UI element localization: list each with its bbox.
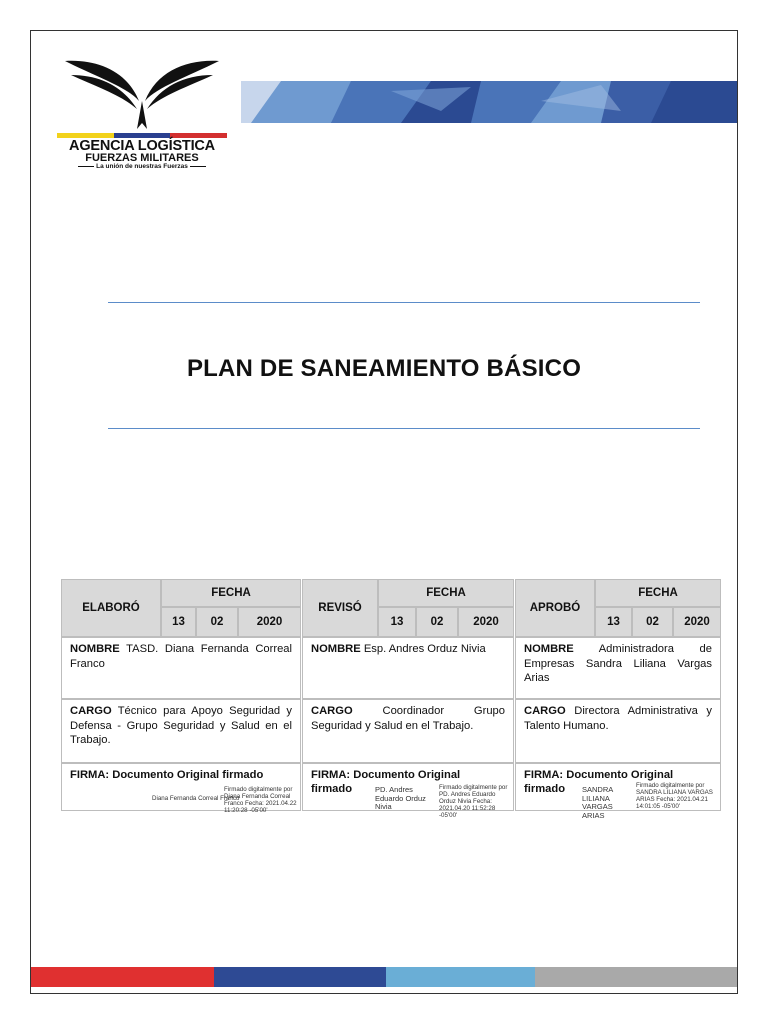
date-month: 02 — [632, 607, 673, 637]
date-month: 02 — [196, 607, 238, 637]
signer-name: Diana Fernanda Correal Franco — [152, 795, 240, 802]
header-banner — [241, 81, 738, 123]
date-day: 13 — [378, 607, 416, 637]
org-name: AGENCIA LOGÍSTICA — [69, 138, 215, 154]
agency-logo — [57, 51, 227, 170]
firma-cell: FIRMA: Documento Original firmado PD. Andres Eduardo Orduz Nivia Firmado digitalmente por PD. Andres Eduardo Orduz Nivia Fecha: 2021.04.20 11:52:28 -05'00' — [302, 763, 514, 811]
signer-name: PD. Andres Eduardo Orduz Nivia — [375, 785, 426, 811]
nombre-cell: NOMBRE TASD. Diana Fernanda Correal Franco — [61, 637, 301, 699]
fecha-header: FECHA — [378, 579, 514, 607]
footer-color-bar — [31, 967, 737, 987]
role-header-aprobo: APROBÓ — [515, 579, 595, 637]
org-motto: La unión de nuestras Fuerzas — [57, 163, 227, 171]
cargo-cell: CARGO Coordinador Grupo Seguridad y Salud en el Trabajo. — [302, 699, 514, 763]
title-rule-bottom — [108, 428, 700, 429]
date-year: 2020 — [458, 607, 514, 637]
document-title: PLAN DE SANEAMIENTO BÁSICO — [186, 355, 582, 382]
firma-cell: FIRMA: Documento Original firmado SANDRA LILIANA VARGAS ARIAS Firmado digitalmente por SANDRA LILIANA VARGAS ARIAS Fecha: 2021.04.21 14:01:05 -05'00' — [515, 763, 721, 811]
firma-cell: FIRMA: Documento Original firmado Diana Fernanda Correal Franco Firmado digitalmente por Diana Fernanda Correal Franco Fecha: 2021.04.22 11:20:28 -05'00' — [61, 763, 301, 811]
wings-emblem-icon — [57, 51, 227, 133]
date-year: 2020 — [238, 607, 301, 637]
role-header-reviso: REVISÓ — [302, 579, 378, 637]
date-year: 2020 — [673, 607, 721, 637]
fecha-header: FECHA — [595, 579, 721, 607]
cargo-cell: CARGO Técnico para Apoyo Seguridad y Defensa - Grupo Seguridad y Salud en el Trabajo. — [61, 699, 301, 763]
signature-note: Firmado digitalmente por SANDRA LILIANA VARGAS ARIAS Fecha: 2021.04.21 14:01:05 -05'00' — [636, 782, 713, 810]
role-header-elaboro: ELABORÓ — [61, 579, 161, 637]
org-subname: FUERZAS MILITARES — [85, 152, 199, 164]
signature-note: Firmado digitalmente por PD. Andres Eduardo Orduz Nivia Fecha: 2021.04.20 11:52:28 -05'00' — [439, 784, 508, 819]
nombre-cell: NOMBRE Esp. Andres Orduz Nivia — [302, 637, 514, 699]
nombre-cell: NOMBRE Administradora de Empresas Sandra Liliana Vargas Arias — [515, 637, 721, 699]
date-day: 13 — [161, 607, 196, 637]
fecha-header: FECHA — [161, 579, 301, 607]
cargo-cell: CARGO Directora Administrativa y Talento Humano. — [515, 699, 721, 763]
document-page — [30, 30, 738, 994]
title-rule-top — [108, 302, 700, 303]
date-day: 13 — [595, 607, 632, 637]
date-month: 02 — [416, 607, 458, 637]
signature-note: Firmado digitalmente por Diana Fernanda Correal Franco Fecha: 2021.04.22 11:20:28 -05'00' — [224, 786, 297, 814]
signer-name: SANDRA LILIANA VARGAS ARIAS — [582, 785, 613, 820]
